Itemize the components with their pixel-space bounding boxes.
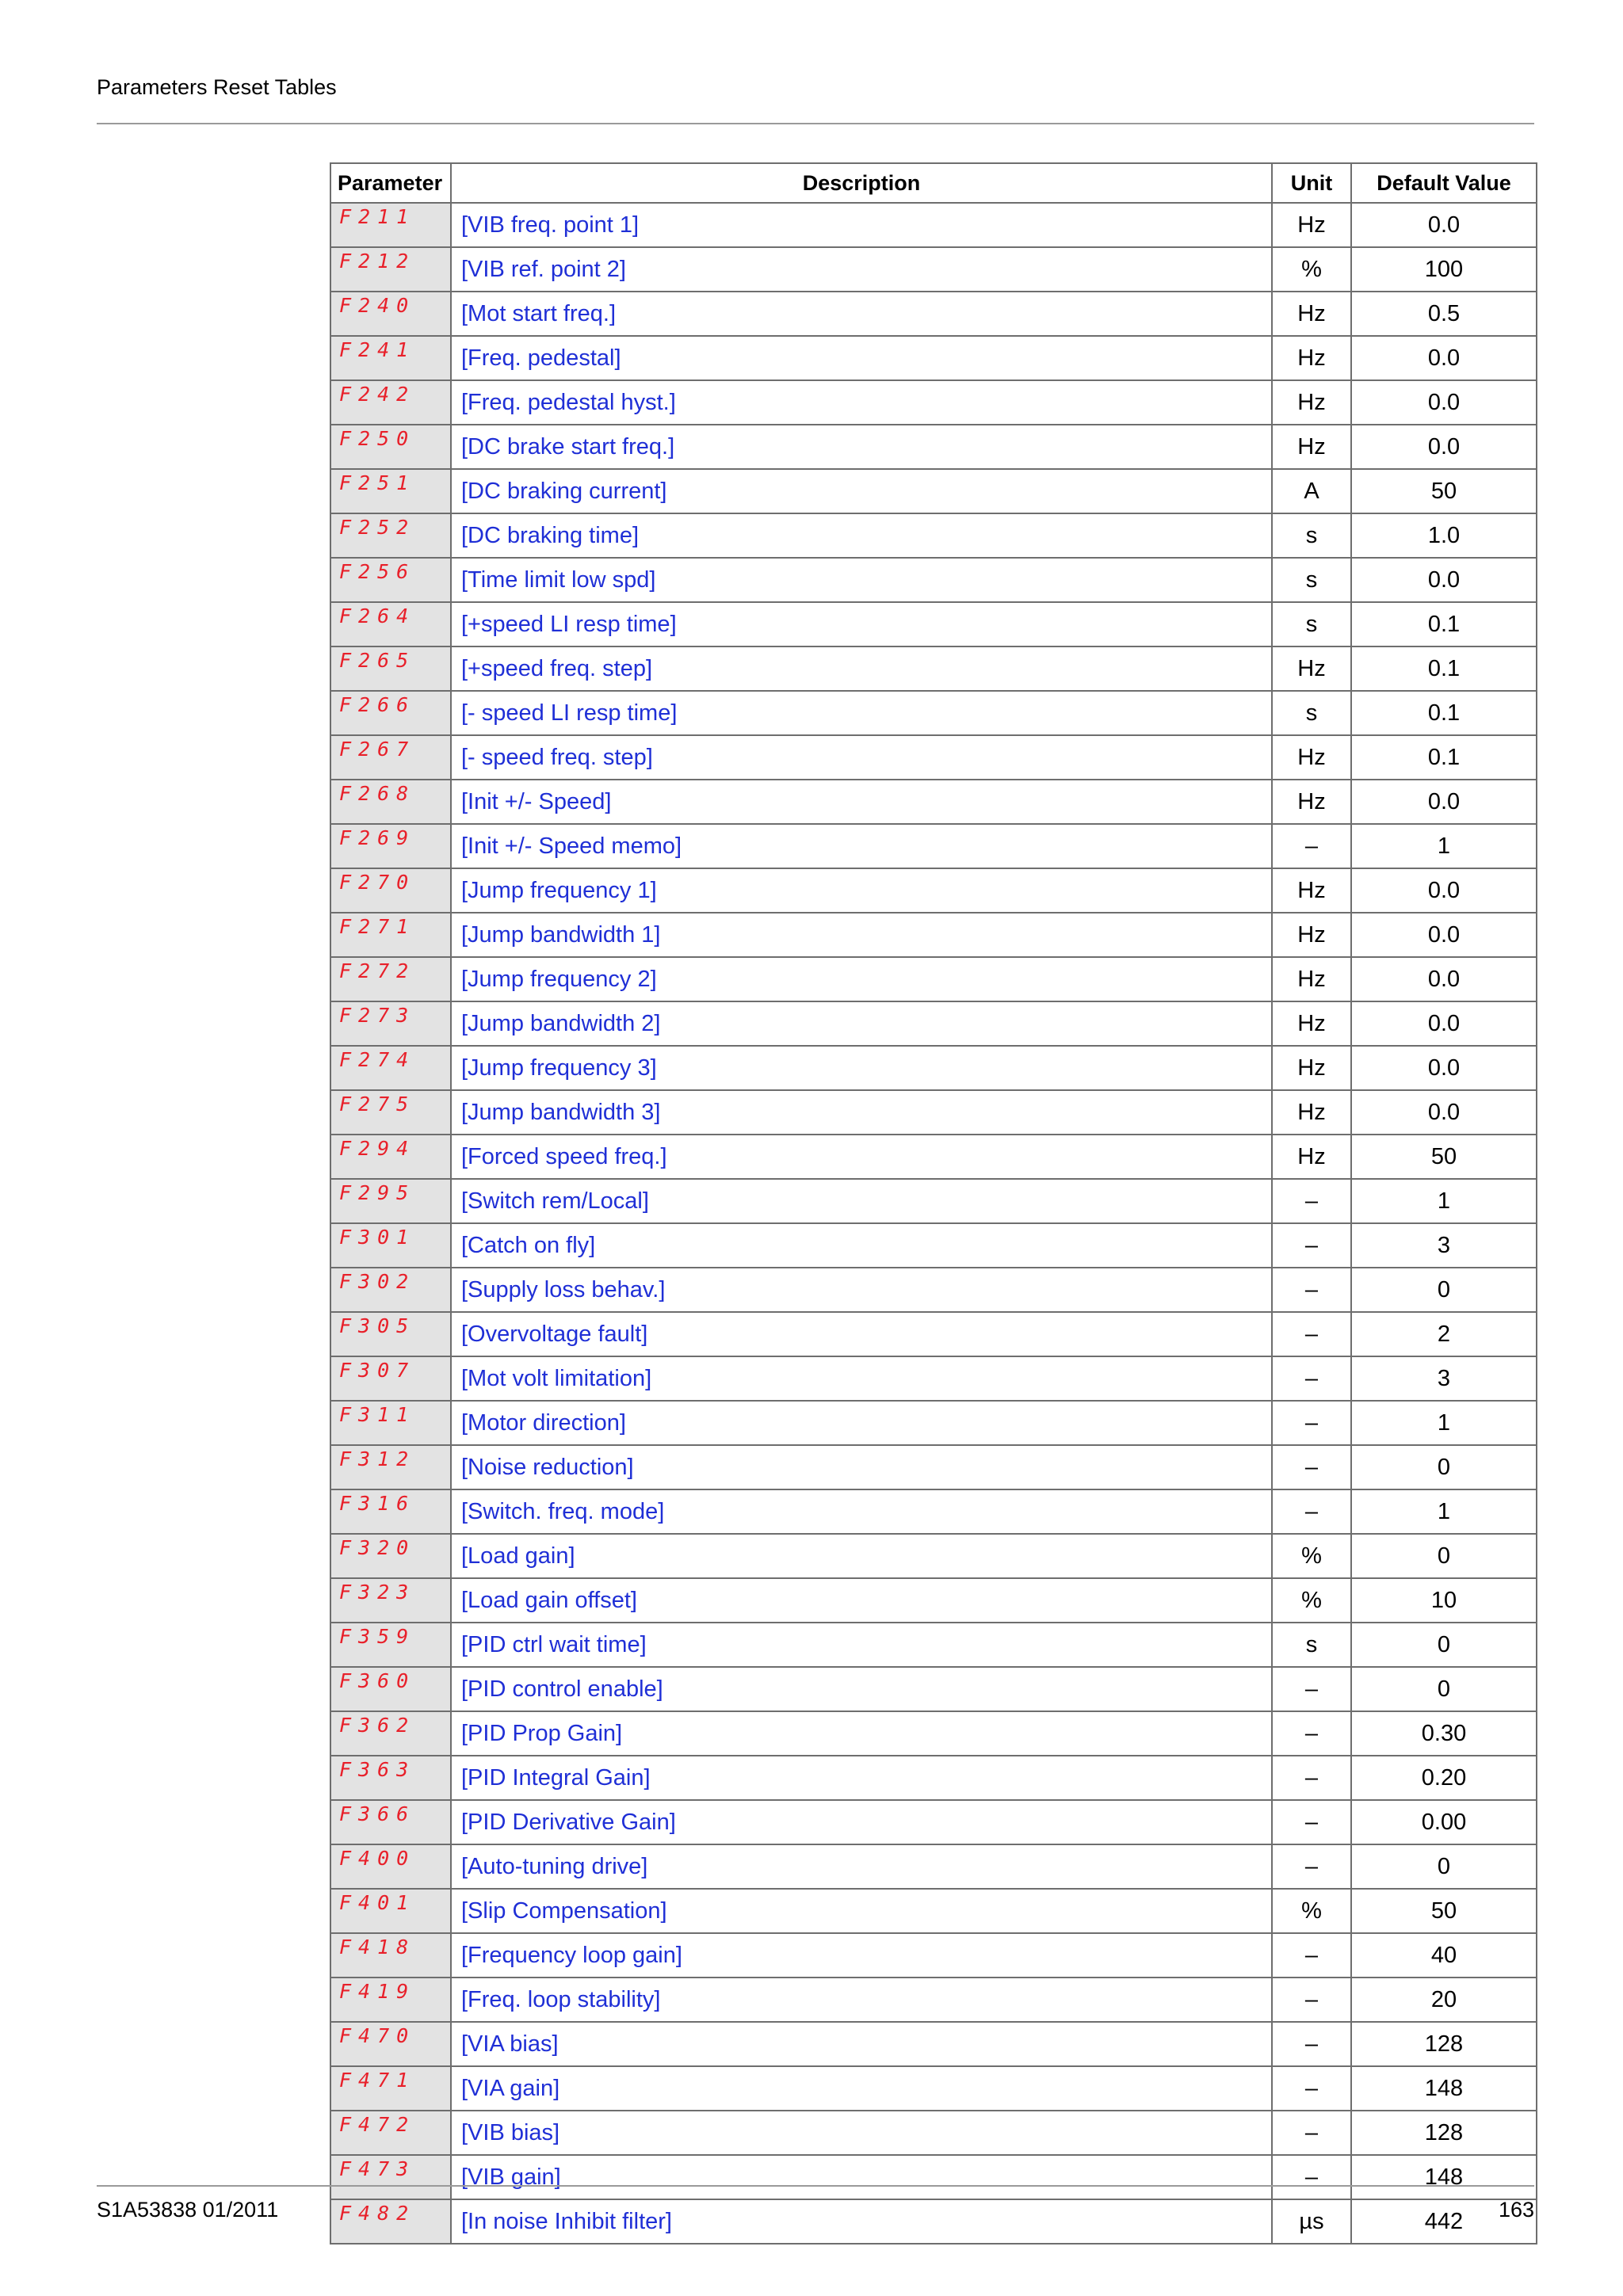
parameter-unit: % bbox=[1272, 247, 1351, 292]
parameter-description: [Noise reduction] bbox=[451, 1445, 1272, 1489]
parameters-table bbox=[330, 162, 1537, 2245]
parameter-unit: Hz bbox=[1272, 336, 1351, 380]
parameter-unit: Hz bbox=[1272, 1090, 1351, 1135]
parameter-default-value: 0.5 bbox=[1351, 292, 1537, 336]
table-row bbox=[330, 780, 1537, 824]
parameter-code: F266 bbox=[330, 691, 451, 735]
table-row bbox=[330, 1090, 1537, 1135]
table-row bbox=[330, 824, 1537, 868]
parameter-default-value: 0.0 bbox=[1351, 336, 1537, 380]
parameter-default-value: 0.20 bbox=[1351, 1756, 1537, 1800]
parameter-default-value: 0.0 bbox=[1351, 1046, 1537, 1090]
parameter-code: F470 bbox=[330, 2022, 451, 2066]
parameter-code: F320 bbox=[330, 1534, 451, 1578]
header-divider bbox=[97, 123, 1534, 124]
table-row bbox=[330, 1844, 1537, 1889]
parameter-code: F419 bbox=[330, 1978, 451, 2022]
table-row bbox=[330, 1711, 1537, 1756]
parameter-code: F272 bbox=[330, 957, 451, 1001]
parameter-description: [PID control enable] bbox=[451, 1667, 1272, 1711]
table-row bbox=[330, 1623, 1537, 1667]
parameter-description: [VIA gain] bbox=[451, 2066, 1272, 2111]
parameter-code: F250 bbox=[330, 425, 451, 469]
table-row bbox=[330, 2199, 1537, 2244]
parameter-code: F251 bbox=[330, 469, 451, 513]
table-row bbox=[330, 1489, 1537, 1534]
table-row bbox=[330, 469, 1537, 513]
table-row bbox=[330, 1667, 1537, 1711]
column-header-description: Description bbox=[451, 163, 1272, 203]
parameter-unit: Hz bbox=[1272, 203, 1351, 247]
parameter-default-value: 0.1 bbox=[1351, 735, 1537, 780]
parameter-default-value: 1 bbox=[1351, 1179, 1537, 1223]
table-row bbox=[330, 203, 1537, 247]
parameter-default-value: 148 bbox=[1351, 2155, 1537, 2199]
parameter-code: F270 bbox=[330, 868, 451, 913]
parameter-unit: – bbox=[1272, 1489, 1351, 1534]
parameter-default-value: 40 bbox=[1351, 1933, 1537, 1978]
parameter-unit: Hz bbox=[1272, 1135, 1351, 1179]
parameter-unit: – bbox=[1272, 1179, 1351, 1223]
parameter-default-value: 50 bbox=[1351, 469, 1537, 513]
table-row bbox=[330, 957, 1537, 1001]
parameter-default-value: 0.30 bbox=[1351, 1711, 1537, 1756]
parameter-default-value: 10 bbox=[1351, 1578, 1537, 1623]
parameter-description: [Init +/- Speed memo] bbox=[451, 824, 1272, 868]
parameter-description: [VIB freq. point 1] bbox=[451, 203, 1272, 247]
table-row bbox=[330, 513, 1537, 558]
footer-divider bbox=[97, 2185, 1534, 2187]
parameter-description: [Slip Compensation] bbox=[451, 1889, 1272, 1933]
parameter-code: F366 bbox=[330, 1800, 451, 1844]
parameter-default-value: 0.0 bbox=[1351, 780, 1537, 824]
parameter-description: [VIB ref. point 2] bbox=[451, 247, 1272, 292]
parameter-description: [Frequency loop gain] bbox=[451, 1933, 1272, 1978]
table-row bbox=[330, 2155, 1537, 2199]
parameter-description: [Load gain offset] bbox=[451, 1578, 1272, 1623]
parameter-default-value: 50 bbox=[1351, 1889, 1537, 1933]
parameter-unit: A bbox=[1272, 469, 1351, 513]
parameter-default-value: 0.1 bbox=[1351, 602, 1537, 646]
parameter-unit: – bbox=[1272, 1978, 1351, 2022]
parameter-code: F211 bbox=[330, 203, 451, 247]
parameter-code: F482 bbox=[330, 2199, 451, 2244]
parameter-unit: – bbox=[1272, 2066, 1351, 2111]
parameter-default-value: 1 bbox=[1351, 1401, 1537, 1445]
parameter-unit: – bbox=[1272, 2022, 1351, 2066]
parameter-default-value: 100 bbox=[1351, 247, 1537, 292]
parameter-code: F273 bbox=[330, 1001, 451, 1046]
parameter-description: [PID Prop Gain] bbox=[451, 1711, 1272, 1756]
parameter-unit: Hz bbox=[1272, 780, 1351, 824]
parameter-code: F264 bbox=[330, 602, 451, 646]
parameter-default-value: 148 bbox=[1351, 2066, 1537, 2111]
parameter-code: F271 bbox=[330, 913, 451, 957]
table-row bbox=[330, 2022, 1537, 2066]
parameter-unit: – bbox=[1272, 1756, 1351, 1800]
parameter-unit: Hz bbox=[1272, 868, 1351, 913]
table-row bbox=[330, 1933, 1537, 1978]
parameter-description: [+speed freq. step] bbox=[451, 646, 1272, 691]
parameter-description: [+speed LI resp time] bbox=[451, 602, 1272, 646]
parameter-code: F242 bbox=[330, 380, 451, 425]
parameter-default-value: 0.0 bbox=[1351, 1090, 1537, 1135]
parameter-unit: – bbox=[1272, 824, 1351, 868]
parameter-unit: s bbox=[1272, 558, 1351, 602]
parameter-description: [DC brake start freq.] bbox=[451, 425, 1272, 469]
parameter-description: [Load gain] bbox=[451, 1534, 1272, 1578]
parameter-description: [In noise Inhibit filter] bbox=[451, 2199, 1272, 2244]
parameter-description: [PID ctrl wait time] bbox=[451, 1623, 1272, 1667]
parameter-unit: µs bbox=[1272, 2199, 1351, 2244]
parameter-code: F401 bbox=[330, 1889, 451, 1933]
parameter-description: [VIB gain] bbox=[451, 2155, 1272, 2199]
parameter-code: F240 bbox=[330, 292, 451, 336]
table-row bbox=[330, 646, 1537, 691]
parameter-unit: – bbox=[1272, 1268, 1351, 1312]
table-row bbox=[330, 425, 1537, 469]
table-row bbox=[330, 913, 1537, 957]
table-row bbox=[330, 1534, 1537, 1578]
parameter-default-value: 0 bbox=[1351, 1445, 1537, 1489]
parameter-code: F400 bbox=[330, 1844, 451, 1889]
parameter-unit: – bbox=[1272, 1800, 1351, 1844]
parameter-code: F472 bbox=[330, 2111, 451, 2155]
column-header-default-value: Default Value bbox=[1351, 163, 1537, 203]
parameter-description: [Freq. pedestal] bbox=[451, 336, 1272, 380]
parameter-unit: – bbox=[1272, 2111, 1351, 2155]
parameter-default-value: 1 bbox=[1351, 1489, 1537, 1534]
parameter-code: F294 bbox=[330, 1135, 451, 1179]
parameter-unit: Hz bbox=[1272, 1046, 1351, 1090]
parameter-description: [VIB bias] bbox=[451, 2111, 1272, 2155]
parameter-description: [Jump bandwidth 2] bbox=[451, 1001, 1272, 1046]
parameter-description: [Auto-tuning drive] bbox=[451, 1844, 1272, 1889]
table-row bbox=[330, 1445, 1537, 1489]
parameter-default-value: 0 bbox=[1351, 1534, 1537, 1578]
parameter-unit: – bbox=[1272, 1667, 1351, 1711]
parameter-default-value: 0.0 bbox=[1351, 425, 1537, 469]
parameter-default-value: 0 bbox=[1351, 1667, 1537, 1711]
parameter-default-value: 0 bbox=[1351, 1844, 1537, 1889]
parameter-code: F274 bbox=[330, 1046, 451, 1090]
parameter-description: [Jump frequency 1] bbox=[451, 868, 1272, 913]
parameter-description: [Mot start freq.] bbox=[451, 292, 1272, 336]
parameter-default-value: 50 bbox=[1351, 1135, 1537, 1179]
table-row bbox=[330, 735, 1537, 780]
parameter-default-value: 0.0 bbox=[1351, 380, 1537, 425]
parameter-description: [- speed LI resp time] bbox=[451, 691, 1272, 735]
table-row bbox=[330, 602, 1537, 646]
parameter-description: [Init +/- Speed] bbox=[451, 780, 1272, 824]
parameter-code: F418 bbox=[330, 1933, 451, 1978]
parameter-default-value: 0.0 bbox=[1351, 1001, 1537, 1046]
parameter-default-value: 128 bbox=[1351, 2111, 1537, 2155]
parameter-unit: s bbox=[1272, 602, 1351, 646]
parameter-code: F256 bbox=[330, 558, 451, 602]
table-row bbox=[330, 380, 1537, 425]
parameter-code: F268 bbox=[330, 780, 451, 824]
parameter-unit: % bbox=[1272, 1534, 1351, 1578]
table-row bbox=[330, 1978, 1537, 2022]
parameter-default-value: 0.00 bbox=[1351, 1800, 1537, 1844]
table-row bbox=[330, 1800, 1537, 1844]
table-row bbox=[330, 247, 1537, 292]
parameter-default-value: 20 bbox=[1351, 1978, 1537, 2022]
parameter-code: F362 bbox=[330, 1711, 451, 1756]
parameter-default-value: 0.1 bbox=[1351, 646, 1537, 691]
parameter-unit: – bbox=[1272, 1844, 1351, 1889]
parameter-unit: Hz bbox=[1272, 735, 1351, 780]
parameter-code: F267 bbox=[330, 735, 451, 780]
parameter-description: [Jump frequency 3] bbox=[451, 1046, 1272, 1090]
parameter-code: F301 bbox=[330, 1223, 451, 1268]
parameter-default-value: 3 bbox=[1351, 1356, 1537, 1401]
parameter-unit: Hz bbox=[1272, 646, 1351, 691]
parameter-code: F295 bbox=[330, 1179, 451, 1223]
table-row bbox=[330, 1001, 1537, 1046]
table-row bbox=[330, 1356, 1537, 1401]
table-row bbox=[330, 1223, 1537, 1268]
parameter-default-value: 0 bbox=[1351, 1268, 1537, 1312]
parameter-unit: – bbox=[1272, 1933, 1351, 1978]
parameter-description: [Time limit low spd] bbox=[451, 558, 1272, 602]
parameter-unit: – bbox=[1272, 1711, 1351, 1756]
parameter-description: [Supply loss behav.] bbox=[451, 1268, 1272, 1312]
table-row bbox=[330, 1046, 1537, 1090]
parameter-description: [Switch rem/Local] bbox=[451, 1179, 1272, 1223]
table-row bbox=[330, 868, 1537, 913]
table-row bbox=[330, 1756, 1537, 1800]
parameter-code: F360 bbox=[330, 1667, 451, 1711]
parameter-unit: s bbox=[1272, 1623, 1351, 1667]
parameter-code: F471 bbox=[330, 2066, 451, 2111]
table-row bbox=[330, 1401, 1537, 1445]
parameter-code: F241 bbox=[330, 336, 451, 380]
parameter-code: F265 bbox=[330, 646, 451, 691]
parameter-description: [PID Derivative Gain] bbox=[451, 1800, 1272, 1844]
parameter-default-value: 0 bbox=[1351, 1623, 1537, 1667]
parameter-code: F359 bbox=[330, 1623, 451, 1667]
table-row bbox=[330, 1179, 1537, 1223]
parameter-unit: – bbox=[1272, 1356, 1351, 1401]
parameter-unit: % bbox=[1272, 1889, 1351, 1933]
parameter-unit: s bbox=[1272, 513, 1351, 558]
footer-page-number: 163 bbox=[1498, 2198, 1534, 2222]
parameter-description: [DC braking time] bbox=[451, 513, 1272, 558]
parameter-code: F316 bbox=[330, 1489, 451, 1534]
parameter-description: [Overvoltage fault] bbox=[451, 1312, 1272, 1356]
footer-document-id: S1A53838 01/2011 bbox=[97, 2198, 279, 2222]
parameter-description: [Mot volt limitation] bbox=[451, 1356, 1272, 1401]
parameter-default-value: 128 bbox=[1351, 2022, 1537, 2066]
parameter-default-value: 0.0 bbox=[1351, 913, 1537, 957]
parameter-code: F363 bbox=[330, 1756, 451, 1800]
table-row bbox=[330, 1135, 1537, 1179]
table-row bbox=[330, 2111, 1537, 2155]
table-row bbox=[330, 691, 1537, 735]
parameter-unit: – bbox=[1272, 1312, 1351, 1356]
table-row bbox=[330, 1312, 1537, 1356]
parameter-description: [Forced speed freq.] bbox=[451, 1135, 1272, 1179]
parameter-default-value: 3 bbox=[1351, 1223, 1537, 1268]
parameter-default-value: 0.1 bbox=[1351, 691, 1537, 735]
parameter-description: [DC braking current] bbox=[451, 469, 1272, 513]
table-row bbox=[330, 1578, 1537, 1623]
parameter-unit: – bbox=[1272, 2155, 1351, 2199]
parameter-code: F269 bbox=[330, 824, 451, 868]
column-header-parameter: Parameter bbox=[330, 163, 451, 203]
parameter-unit: Hz bbox=[1272, 1001, 1351, 1046]
parameter-description: [Jump bandwidth 3] bbox=[451, 1090, 1272, 1135]
parameter-unit: Hz bbox=[1272, 913, 1351, 957]
parameter-default-value: 2 bbox=[1351, 1312, 1537, 1356]
parameter-default-value: 0.0 bbox=[1351, 203, 1537, 247]
parameter-unit: Hz bbox=[1272, 380, 1351, 425]
parameter-default-value: 1 bbox=[1351, 824, 1537, 868]
parameter-code: F311 bbox=[330, 1401, 451, 1445]
parameter-description: [Catch on fly] bbox=[451, 1223, 1272, 1268]
parameter-code: F212 bbox=[330, 247, 451, 292]
parameter-unit: Hz bbox=[1272, 957, 1351, 1001]
parameter-default-value: 442 bbox=[1351, 2199, 1537, 2244]
parameter-unit: Hz bbox=[1272, 425, 1351, 469]
parameter-code: F252 bbox=[330, 513, 451, 558]
parameter-code: F302 bbox=[330, 1268, 451, 1312]
parameter-code: F323 bbox=[330, 1578, 451, 1623]
parameter-default-value: 0.0 bbox=[1351, 957, 1537, 1001]
parameter-default-value: 1.0 bbox=[1351, 513, 1537, 558]
table-header-row bbox=[330, 163, 1537, 203]
parameter-code: F473 bbox=[330, 2155, 451, 2199]
parameter-unit: s bbox=[1272, 691, 1351, 735]
parameter-code: F307 bbox=[330, 1356, 451, 1401]
parameter-unit: – bbox=[1272, 1401, 1351, 1445]
parameter-code: F275 bbox=[330, 1090, 451, 1135]
parameter-code: F312 bbox=[330, 1445, 451, 1489]
parameter-unit: % bbox=[1272, 1578, 1351, 1623]
table-row bbox=[330, 1889, 1537, 1933]
parameter-description: [Freq. pedestal hyst.] bbox=[451, 380, 1272, 425]
page-header-title: Parameters Reset Tables bbox=[97, 75, 337, 99]
parameter-description: [Jump bandwidth 1] bbox=[451, 913, 1272, 957]
column-header-unit: Unit bbox=[1272, 163, 1351, 203]
table-row bbox=[330, 336, 1537, 380]
parameter-default-value: 0.0 bbox=[1351, 558, 1537, 602]
parameter-description: [VIA bias] bbox=[451, 2022, 1272, 2066]
table-row bbox=[330, 292, 1537, 336]
parameter-unit: – bbox=[1272, 1223, 1351, 1268]
table-row bbox=[330, 1268, 1537, 1312]
parameter-description: [Jump frequency 2] bbox=[451, 957, 1272, 1001]
table-row bbox=[330, 2066, 1537, 2111]
table-body bbox=[330, 203, 1537, 2244]
parameter-description: [PID Integral Gain] bbox=[451, 1756, 1272, 1800]
parameter-description: [Motor direction] bbox=[451, 1401, 1272, 1445]
parameter-unit: Hz bbox=[1272, 292, 1351, 336]
parameter-unit: – bbox=[1272, 1445, 1351, 1489]
parameter-description: [Freq. loop stability] bbox=[451, 1978, 1272, 2022]
parameter-description: [- speed freq. step] bbox=[451, 735, 1272, 780]
table-row bbox=[330, 558, 1537, 602]
parameter-description: [Switch. freq. mode] bbox=[451, 1489, 1272, 1534]
parameter-default-value: 0.0 bbox=[1351, 868, 1537, 913]
parameter-code: F305 bbox=[330, 1312, 451, 1356]
